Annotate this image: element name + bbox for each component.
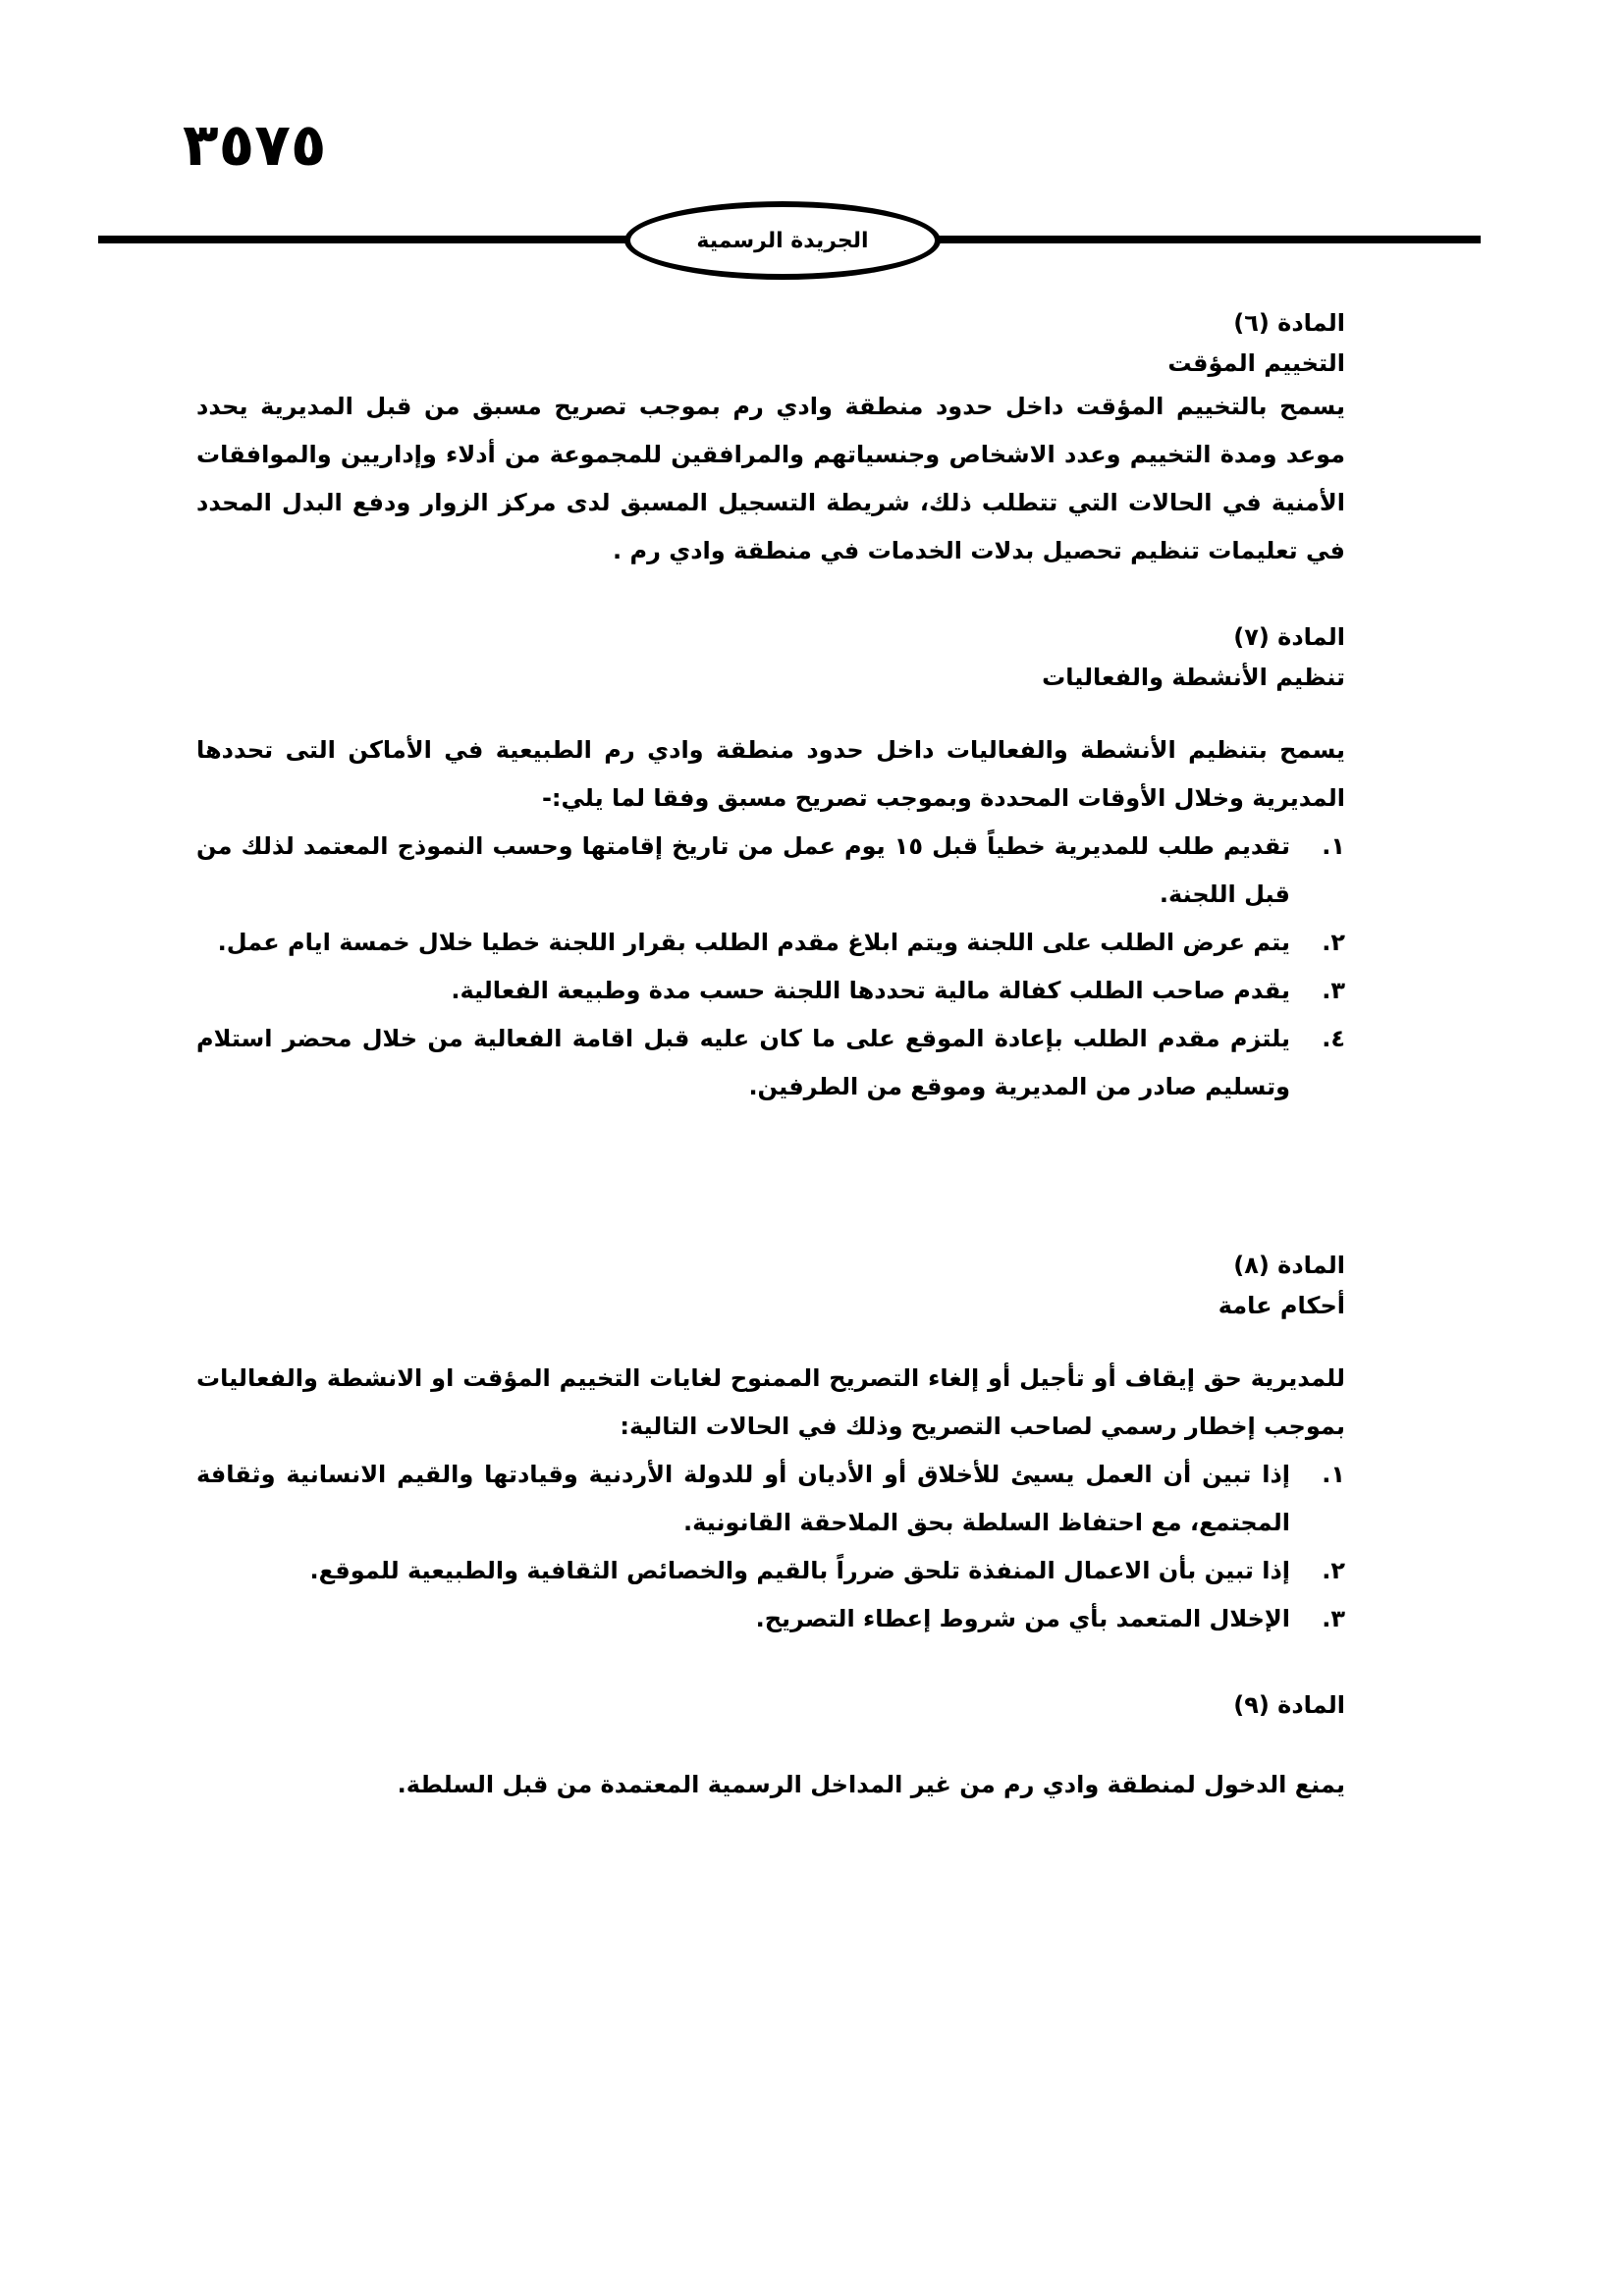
article-8-title: المادة (٨) — [1233, 1252, 1345, 1279]
spacer — [196, 1325, 1345, 1355]
document-body — [196, 302, 1345, 1809]
list-item-number: ٣. — [1322, 977, 1345, 1004]
article-7-list — [196, 823, 1345, 1111]
list-item — [196, 1015, 1345, 1111]
list-item-number: ٢. — [1322, 929, 1345, 956]
article-9-body: يمنع الدخول لمنطقة وادي رم من غير المداخل الرسمية المعتمدة من قبل السلطة. — [397, 1771, 1345, 1798]
spacer — [196, 1643, 1345, 1684]
header-oval — [624, 201, 941, 280]
list-item-text: الإخلال المتعمد بأي من شروط إعطاء التصريح. — [755, 1605, 1290, 1632]
article-6 — [196, 302, 1345, 575]
article-7-title: المادة (٧) — [1233, 623, 1345, 651]
article-8-list — [196, 1451, 1345, 1643]
article-6-title: المادة (٦) — [1233, 309, 1345, 337]
list-item-text: يقدم صاحب الطلب كفالة مالية تحددها اللجنة حسب مدة وطبيعة الفعالية. — [451, 977, 1290, 1004]
list-item-number: ٤. — [1322, 1025, 1345, 1052]
gazette-title: الجريدة الرسمية — [696, 228, 869, 253]
list-item-text: يتم عرض الطلب على اللجنة ويتم ابلاغ مقدم الطلب بقرار اللجنة خطيا خلال خمسة ايام عمل. — [217, 929, 1290, 956]
list-item — [196, 823, 1345, 919]
spacer — [196, 697, 1345, 726]
list-item — [196, 919, 1345, 967]
list-item-number: ١. — [1322, 1461, 1345, 1488]
article-7-heading: تنظيم الأنشطة والفعاليات — [1042, 664, 1345, 691]
spacer — [196, 575, 1345, 616]
spacer — [196, 1726, 1345, 1761]
list-item-text: إذا تبين بأن الاعمال المنفذة تلحق ضرراً بالقيم والخصائص الثقافية والطبيعية للموقع. — [309, 1557, 1290, 1584]
article-7-intro: يسمح بتنظيم الأنشطة والفعاليات داخل حدود منطقة وادي رم الطبيعية في الأماكن التى تحددها المديرية وخلال الأوقات المحددة وبموجب تصريح مسبق وفقا لما يلي:- — [196, 736, 1345, 812]
list-item-text: إذا تبين أن العمل يسيئ للأخلاق أو الأديان أو للدولة الأردنية وقيادتها والقيم الانسانية وثقافة المجتمع، مع احتفاظ السلطة بحق الملاحقة القانونية. — [196, 1461, 1290, 1536]
article-9 — [196, 1684, 1345, 1809]
list-item — [196, 1595, 1345, 1643]
article-6-body: يسمح بالتخييم المؤقت داخل حدود منطقة وادي رم بموجب تصريح مسبق من قبل المديرية يحدد موعد ومدة التخييم وعدد الاشخاص وجنسياتهم والمرافقين للمجموعة من أدلاء وإداريين والموافقات الأمنية في الحالات التي تتطلب ذلك، شريطة التسجيل المسبق لدى مركز الزوار ودفع البدل المحدد في تعليمات تنظيم تحصيل بدلات الخدمات في منطقة وادي رم . — [196, 393, 1345, 564]
list-item-text: تقديم طلب للمديرية خطياً قبل ١٥ يوم عمل من تاريخ إقامتها وحسب النموذج المعتمد لذلك من قبل اللجنة. — [196, 832, 1290, 908]
list-item-number: ٢. — [1322, 1557, 1345, 1584]
page-number: ٣٥٧٥ — [183, 111, 327, 180]
list-item — [196, 967, 1345, 1015]
article-9-title: المادة (٩) — [1233, 1691, 1345, 1719]
article-8 — [196, 1245, 1345, 1643]
list-item — [196, 1451, 1345, 1547]
article-7 — [196, 616, 1345, 1111]
article-8-heading: أحكام عامة — [1218, 1292, 1345, 1319]
list-item-number: ١. — [1322, 832, 1345, 860]
spacer — [196, 1111, 1345, 1245]
list-item-text: يلتزم مقدم الطلب بإعادة الموقع على ما كان عليه قبل اقامة الفعالية من خلال محضر استلام وتسليم صادر من المديرية وموقع من الطرفين. — [196, 1025, 1290, 1100]
list-item — [196, 1547, 1345, 1595]
list-item-number: ٣. — [1322, 1605, 1345, 1632]
article-8-intro: للمديرية حق إيقاف أو تأجيل أو إلغاء التصريح الممنوح لغايات التخييم المؤقت او الانشطة والفعاليات بموجب إخطار رسمي لصاحب التصريح وذلك في الحالات التالية: — [196, 1364, 1345, 1440]
article-6-heading: التخييم المؤقت — [1167, 349, 1345, 377]
